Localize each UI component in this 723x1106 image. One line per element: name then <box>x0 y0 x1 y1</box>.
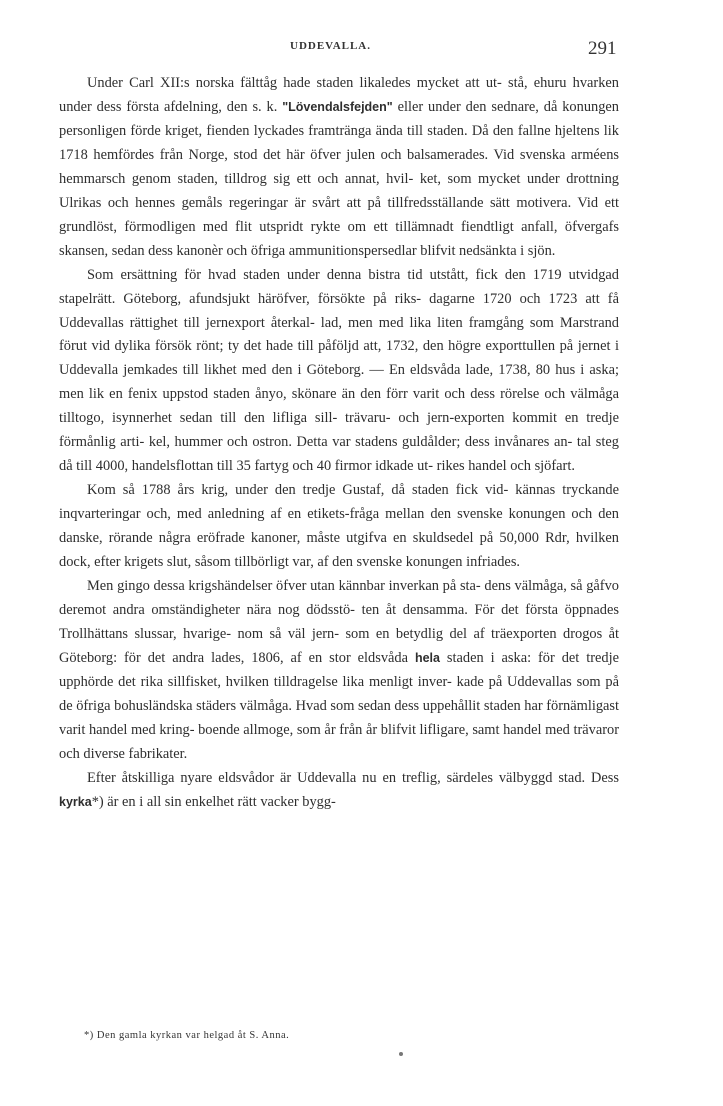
paragraph-4-bold-term: hela <box>414 650 440 665</box>
running-title: UDDEVALLA. <box>290 40 372 52</box>
paragraph-1-text-a: Under Carl XII:s norska fälttåg hade staden likaledes mycket att ut- stå, ehuru hvarken under dess första afdelning, den s. k. <box>59 75 619 115</box>
page-number: 291 <box>588 38 617 59</box>
paragraph-1-text-b: eller under den sednare, då konungen personligen förde kriget, fienden lyckades framtränga ända till staden. Då den fallne hjeltens lik 1718 hemfördes från Norge, stod det här öfver julen och balsamerades. Vid svenska arméens hemmarsch genom staden, tilldrog sig ett och annat, hvil- ket, som mycket under drottning Ulrikas och hennes gemåls regeringar är svårt att på tillfredsställande sätt motivera. Vid ett grundlöst, förmodligen med flit utspridt rykte om ett tillämnadt fiendtligt anfall, öfvergafs skansen, sedan dess kanonèr och öfriga ammunitionspersedlar blifvit nedsänkta i sjön. <box>59 98 619 259</box>
footnote: *) Den gamla kyrkan var helgad åt S. Anna. <box>84 1030 290 1041</box>
paragraph-4-text-a: Men gingo dessa krigshändelser öfver utan kännbar inverkan på sta- dens välmåga, så gåfvo deremot andra omständigheter nära nog dödsstö- ten åt densamma. För det första öppnades Trollhättans slussar, hvarige- nom så väl jern- som en betydlig del af träexporten drogos åt Göteborg: för det andra lades, 1806, af en stor eldsvåda <box>59 578 619 666</box>
paragraph-3: Kom så 1788 års krig, under den tredje Gustaf, då staden fick vid- kännas tryckande inqvarteringar och, med anledning af en etikets-fråga mellan den svenske konungen och den danske, rörande några eröfrade kanoner, måste utgifva en skuldsedel på 50,000 Rdr, hvilken dock, efter krigets slut, såsom tillbörligt var, af den svenske konungen infriades. <box>59 482 619 571</box>
paragraph-1 <box>59 72 619 264</box>
paragraph-5-text-b: *) är en i all sin enkelhet rätt vacker bygg- <box>91 793 336 810</box>
paragraph-4 <box>59 575 619 767</box>
body-text <box>59 72 619 815</box>
ink-speck <box>399 1052 403 1056</box>
paragraph-5-bold-term: kyrka <box>59 794 92 809</box>
paragraph-1-bold-term: "Lövendalsfejden" <box>282 99 393 114</box>
paragraph-5 <box>59 767 619 815</box>
paragraph-5-text-a: Efter åtskilliga nyare eldsvådor är Uddevalla nu en treflig, särdeles välbyggd stad. Dess <box>87 769 619 786</box>
paragraph-4-text-b: staden i aska: för det tredje upphörde det rika sillfisket, hvilken tilldragelse lika menligt inver- kade på Uddevallas som på de öfriga bohusländska städers välmåga. Hvad som sedan dess uppehållit staden har förnämligast varit handel med kring- boende allmoge, som år från år blifvit lifligare, samt handel med trävaror och diverse fabrikater. <box>59 649 619 762</box>
paragraph-2: Som ersättning för hvad staden under denna bistra tid utstått, fick den 1719 utvidgad stapelrätt. Göteborg, afundsjukt häröfver, försökte på riks- dagarne 1720 och 1723 att få Uddevallas rättighet till jernexport återkal- lad, men med lika liten framgång som Marstrand förut vid dylika försök rönt; ty det hade till påföljd att, 1732, den högre exporttullen på jernet i Uddevalla jemkades till likhet med den i Göteborg. — En eldsvåda lade, 1738, 80 hus i aska; men lik en fenix uppstod staden ånyo, skönare än den förr varit och dess rörelse och välmåga tilltogo, isynnerhet sedan till den lifliga sill- trävaru- och jern-exporten kommit en tredje förmånlig arti- kel, hummer och ostron. Detta var stadens guldålder; dess invånares an- tal steg då till 4000, handelsflottan till 35 fartyg och 40 firmor idkade ut- rikes handel och sjöfart. <box>59 266 619 475</box>
